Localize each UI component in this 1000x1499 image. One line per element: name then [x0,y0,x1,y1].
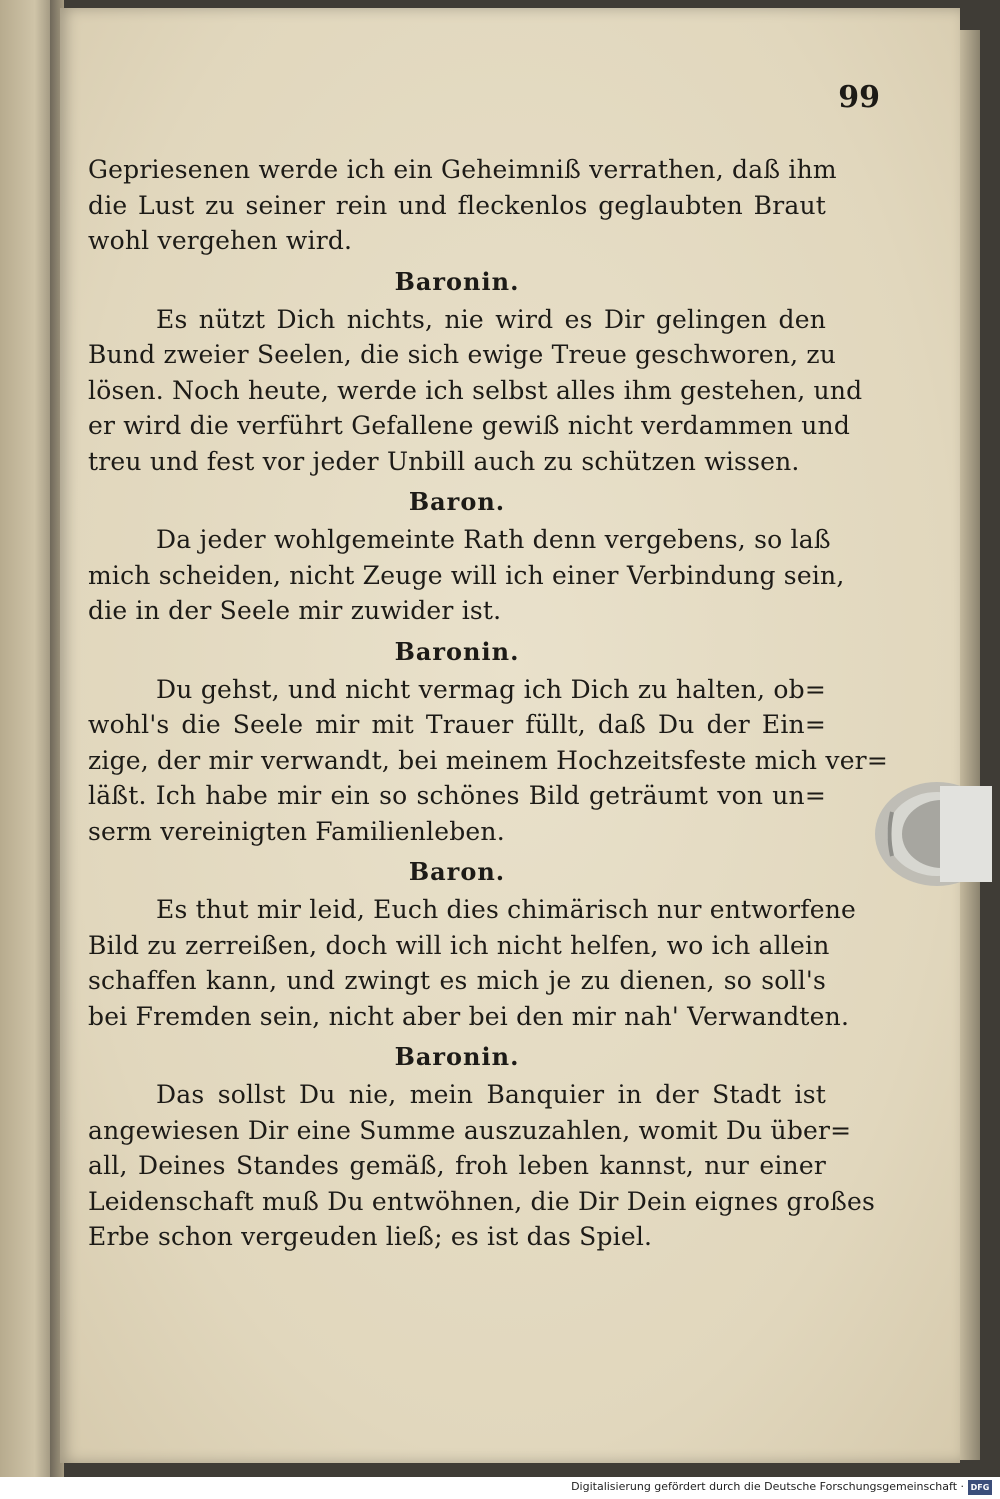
speaker-heading: Baron. [408,487,506,516]
text-line: serm vereinigten Familienleben. [88,816,505,846]
page-number: 99 [838,80,880,115]
text-line: all, Deines Standes gemäß, froh leben kannst, nur einer [88,1151,826,1180]
text-line: Erbe schon vergeuden ließ; es ist das Spiel. [88,1222,653,1251]
paragraph [88,302,863,480]
text-line: die in der Seele mir zuwider ist. [88,596,502,625]
text-line: Bund zweier Seelen, die sich ewige Treue geschworen, zu [88,340,837,369]
text-line: läßt. Ich habe mir ein so schönes Bild geträumt von un= [88,781,826,810]
text-line: Es thut mir leid, Euch dies chimärisch nur entworfene [156,895,857,924]
text-line: treu und fest vor jeder Unbill auch zu schützen wissen. [88,446,800,476]
text-line: Es nützt Dich nichts, nie wird es Dir gelingen den [156,304,826,334]
page-text [88,152,888,1255]
footer-credit: Digitalisierung gefördert durch die Deutsche Forschungsgemeinschaft · [571,1480,964,1493]
text-line: zige, der mir verwandt, bei meinem Hochzeitsfeste mich ver= [88,745,888,775]
paragraph [88,892,857,1034]
text-line: Leidenschaft muß Du entwöhnen, die Dir Dein eignes großes [88,1186,876,1216]
paragraph [88,1077,876,1255]
text-line: angewiesen Dir eine Summe auszuzahlen, womit Du über= [88,1115,852,1145]
footer-bar [0,1477,1000,1499]
dfg-logo: DFG [968,1480,992,1495]
text-line: Gepriesenen werde ich ein Geheimniß verrathen, daß ihm [88,155,837,184]
text-line: wohl vergehen wird. [88,226,353,255]
text-line: mich scheiden, nicht Zeuge will ich einer Verbindung sein, [88,560,845,590]
text-line: lösen. Noch heute, werde ich selbst alles ihm gestehen, und [88,375,863,405]
text-line: er wird die verführt Gefallene gewiß nicht verdammen und [88,411,851,440]
text-line: Das sollst Du nie, mein Banquier in der Stadt ist [156,1080,826,1109]
paragraph [88,522,845,629]
speaker-heading: Baronin. [394,1042,520,1071]
page-stack-edge [958,30,980,1460]
text-line: bei Fremden sein, nicht aber bei den mir nah' Verwandten. [88,1001,850,1031]
text-line: Du gehst, und nicht vermag ich Dich zu halten, ob= [156,674,826,704]
text-line: Bild zu zerreißen, doch will ich nicht helfen, wo ich allein [88,930,830,960]
speaker-heading: Baronin. [394,266,520,296]
paragraph [88,152,837,259]
text-line: schaffen kann, und zwingt es mich je zu dienen, so soll's [88,966,826,995]
speaker-heading: Baron. [408,857,506,886]
text-line: Da jeder wohlgemeinte Rath denn vergebens, so laß [156,525,831,554]
paragraph [88,672,888,850]
text-line: wohl's die Seele mir mit Trauer füllt, daß Du der Ein= [88,710,826,739]
page-clip-icon [862,772,992,892]
speaker-heading: Baronin. [394,636,520,666]
text-line: die Lust zu seiner rein und fleckenlos geglaubten Braut [88,190,826,220]
